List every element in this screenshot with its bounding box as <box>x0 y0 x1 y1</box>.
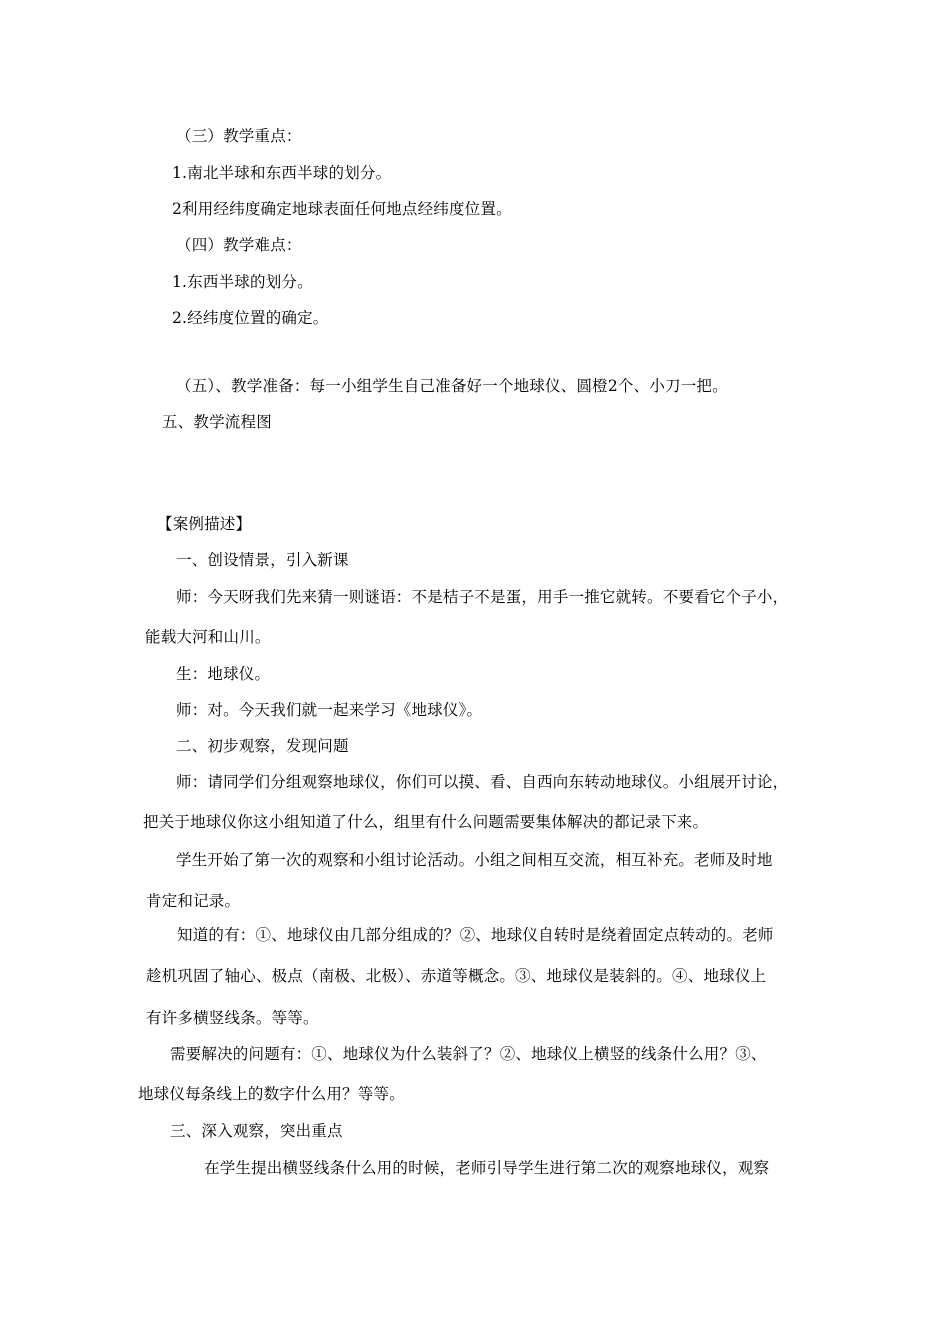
paragraph-line: 2利用经纬度确定地球表面任何地点经纬度位置。 <box>172 200 512 218</box>
paragraph-line: 1.南北半球和东西半球的划分。 <box>172 164 392 182</box>
paragraph-line: 2.经纬度位置的确定。 <box>172 309 329 327</box>
paragraph-line: 师：对。今天我们就一起来学习《地球仪》。 <box>176 701 483 719</box>
paragraph-line: 需要解决的问题有：①、地球仪为什么装斜了？②、地球仪上横竖的线条什么用？③、 <box>170 1045 767 1063</box>
paragraph-line: 能载大河和山川。 <box>145 628 271 646</box>
section-heading-flowchart: 五、教学流程图 <box>162 413 272 431</box>
paragraph-line: 把关于地球仪你这小组知道了什么，组里有什么问题需要集体解决的都记录下来。 <box>143 813 709 831</box>
subsection-heading: 二、初步观察，发现问题 <box>176 737 349 755</box>
subsection-heading: 三、深入观察，突出重点 <box>170 1122 343 1140</box>
subsection-heading: 一、创设情景，引入新课 <box>176 551 349 569</box>
paragraph-line: 生：地球仪。 <box>176 665 271 683</box>
paragraph-line: 趁机巩固了轴心、极点（南极、北极）、赤道等概念。③、地球仪是装斜的。④、地球仪上 <box>146 967 767 985</box>
paragraph-line: 有许多横竖线条。等等。 <box>146 1009 319 1027</box>
paragraph-line: 地球仪每条线上的数字什么用？等等。 <box>138 1085 405 1103</box>
paragraph-line: 师：请同学们分组观察地球仪，你们可以摸、看、自西向东转动地球仪。小组展开讨论， <box>176 773 789 791</box>
section-heading-case: 【案例描述】 <box>157 515 252 533</box>
paragraph-line: 学生开始了第一次的观察和小组讨论活动。小组之间相互交流，相互补充。老师及时地 <box>176 851 773 869</box>
section-heading-difficulties: （四）教学难点： <box>176 236 302 254</box>
paragraph-line: 知道的有：①、地球仪由几部分组成的？②、地球仪自转时是绕着固定点转动的。老师 <box>177 926 774 944</box>
paragraph-line: 1.东西半球的划分。 <box>172 273 313 291</box>
paragraph-line: 肯定和记录。 <box>146 892 241 910</box>
section-heading-preparation: （五）、教学准备：每一小组学生自己准备好一个地球仪、圆橙2个、小刀一把。 <box>176 377 728 395</box>
paragraph-line: 师：今天呀我们先来猜一则谜语：不是桔子不是蛋，用手一推它就转。不要看它个子小， <box>176 588 789 606</box>
paragraph-line: 在学生提出横竖线条什么用的时候，老师引导学生进行第二次的观察地球仪，观察 <box>204 1159 770 1177</box>
section-heading-key-points: （三）教学重点： <box>176 127 302 145</box>
